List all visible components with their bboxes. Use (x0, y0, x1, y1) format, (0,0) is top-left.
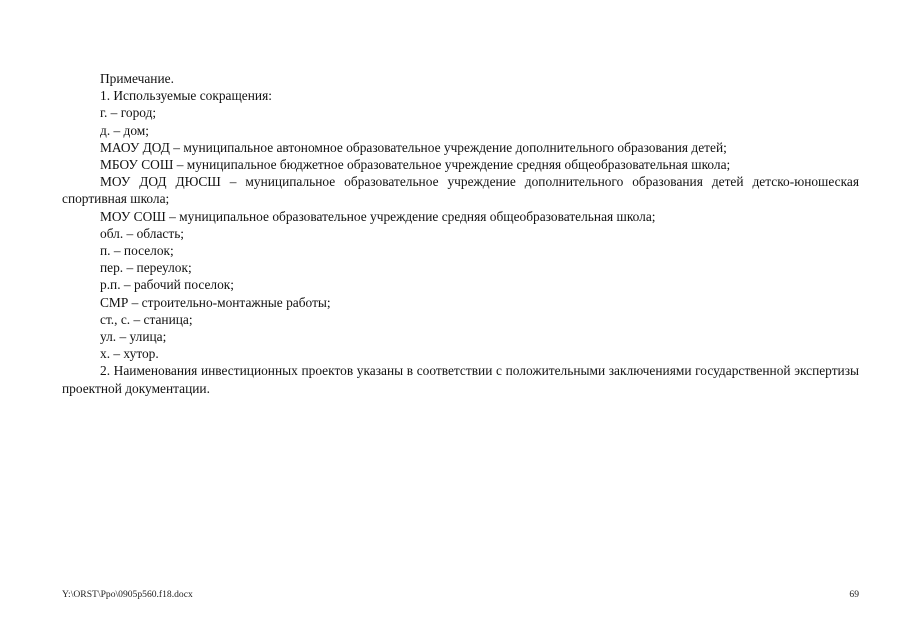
abbr-item: СМР – строительно-монтажные работы; (100, 294, 331, 310)
abbr-item: МБОУ СОШ – муниципальное бюджетное образовательное учреждение средняя общеобразовательная школа; (100, 157, 731, 173)
note-heading: Примечание. (100, 71, 174, 86)
abbr-item: х. – хутор. (100, 346, 159, 362)
abbr-item: ул. – улица; (100, 329, 167, 345)
abbr-item: МОУ ДОД ДЮСШ – муниципальное образовательное учреждение дополнительного образования детей детско-юношеская спортивная школа; (62, 174, 859, 207)
abbr-item: п. – поселок; (100, 243, 174, 259)
abbr-item: МОУ СОШ – муниципальное образовательное учреждение средняя общеобразовательная школа; (100, 208, 656, 224)
abbr-item: г. – город; (100, 105, 157, 121)
abbr-item: обл. – область; (100, 225, 185, 241)
note-subheading: 1. Используемые сокращения: (100, 88, 272, 104)
abbr-item: пер. – переулок; (100, 260, 192, 276)
footer-page-number: 69 (849, 589, 859, 600)
document-body (62, 70, 859, 397)
abbr-item: МАОУ ДОД – муниципальное автономное образовательное учреждение дополнительного образования детей; (100, 139, 727, 155)
footer-file-path: Y:\ORST\Ppo\0905p560.f18.docx (62, 589, 193, 600)
abbr-item: д. – дом; (100, 122, 149, 138)
abbr-item: ст., с. – станица; (100, 311, 193, 327)
abbr-item: р.п. – рабочий поселок; (100, 277, 235, 293)
note-item-2: 2. Наименования инвестиционных проектов указаны в соответствии с положительными заключениями государственной экспертизы проектной документации. (62, 363, 859, 396)
